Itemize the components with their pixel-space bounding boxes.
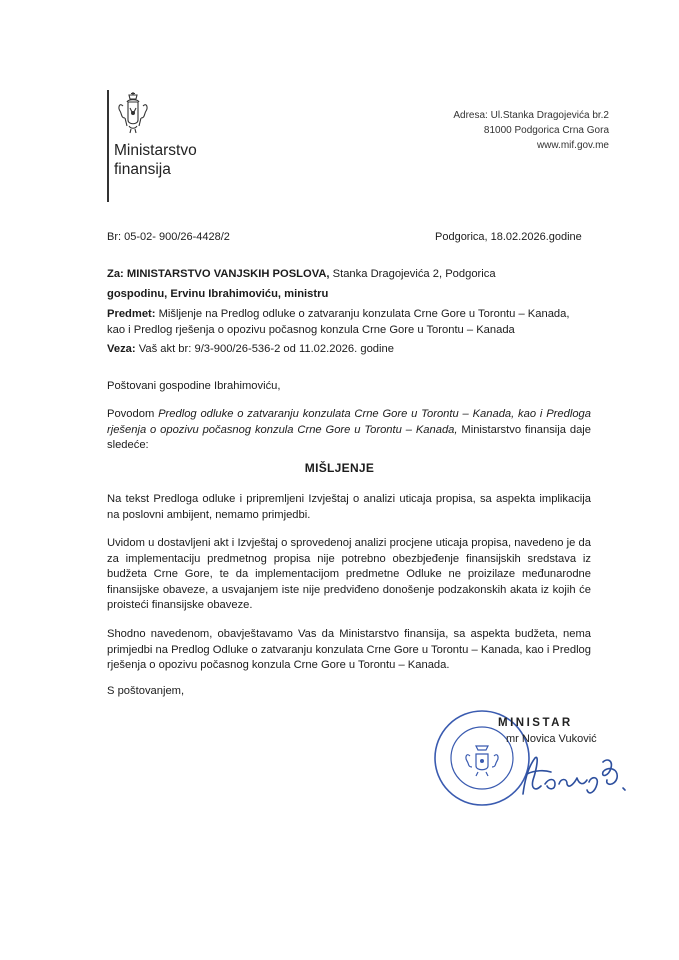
intro-paragraph [107, 407, 591, 454]
ministry-name [114, 141, 197, 179]
reference-link-line [107, 341, 597, 357]
address-website: www.mif.gov.me [536, 140, 609, 151]
za-label: Za: [107, 268, 124, 280]
reference-number: Br: 05-02- 900/26-4428/2 [107, 231, 230, 243]
subject-text-line1: Mišljenje na Predlog odluke o zatvaranju konzulata Crne Gore u Torontu – Kanada, [158, 308, 570, 320]
intro-prefix: Povodom [107, 408, 159, 420]
ministry-name-line2: finansija [114, 161, 171, 178]
document-date: Podgorica, 18.02.2026.godine [435, 231, 582, 243]
salutation: Poštovani gospodine Ibrahimoviću, [107, 380, 281, 392]
addressee-line [107, 286, 597, 302]
address-line1: Adresa: Ul.Stanka Dragojevića br.2 [453, 110, 609, 121]
recipient-name: MINISTARSTVO VANJSKIH POSLOVA, [126, 268, 330, 280]
address-line2: 81000 Podgorica Crna Gora [483, 125, 609, 136]
recipient-block [107, 266, 597, 357]
ministry-name-line1: Ministarstvo [114, 142, 197, 159]
paragraph-2: Uvidom u dostavljeni akt i Izvještaj o sprovedenoj analizi procjene uticaja propisa, navedeno je da za implementaciju predmetnog propisa nije potrebno obezbjeđenje finansijskih sredstava iz budžeta Crne Gore, te da implementacijom predmetne Odluke ne proizilaze međunarodne finansijske obaveze, a usvajanjem iste nije predviđeno donošenje podzakonskih akata iz kojih će proisteći finansijske obaveze. [107, 537, 591, 611]
closing: S poštovanjem, [107, 685, 185, 697]
handwritten-signature [515, 748, 640, 803]
veza-label: Veza: [107, 343, 136, 355]
logo-divider [107, 90, 109, 202]
recipient-line [107, 266, 597, 282]
subject-label: Predmet: [107, 308, 156, 320]
recipient-address: Stanka Dragojevića 2, Podgorica [332, 268, 496, 280]
signer-name: mr Novica Vuković [506, 733, 597, 745]
paragraph-1: Na tekst Predloga odluke i pripremljeni Izvještaj o analizi uticaja propisa, sa aspekta implikacija na poslovni ambijent, nemamo primjedbi. [107, 493, 591, 521]
veza-text: Vaš akt br: 9/3-900/26-536-2 od 11.02.2026. godine [138, 343, 394, 355]
addressee: gospodinu, Ervinu Ibrahimoviću, ministru [107, 288, 329, 300]
opinion-heading: MIŠLJENJE [304, 461, 375, 475]
ministry-address [453, 108, 609, 153]
intro-italic: Predlog odluke o zatvaranju konzulata Crne Gore u Torontu – Kanada, kao i Predloga rješenja o opozivu počasnog konzula Crne Gore u Torontu – Kanada, [107, 408, 591, 436]
signer-title: MINISTAR [498, 717, 573, 729]
subject-line-2 [107, 322, 597, 338]
coat-of-arms-icon [117, 92, 149, 134]
subject-text-line2: kao i Predlog rješenja o opozivu počasnog konzula Crne Gore u Torontu – Kanada [107, 324, 515, 336]
subject-line [107, 306, 597, 322]
paragraph-3: Shodno navedenom, obavještavamo Vas da Ministarstvo finansija, sa aspekta budžeta, nema primjedbi na Predlog Odluke o zatvaranju konzulata Crne Gore u Torontu – Kanada, kao i Predlog rješenja o opozivu počasnog konzula Crne Gore u Torontu – Kanada. [107, 628, 591, 671]
intro-suffix: Ministarstvo finansija daje sledeće: [107, 423, 592, 451]
